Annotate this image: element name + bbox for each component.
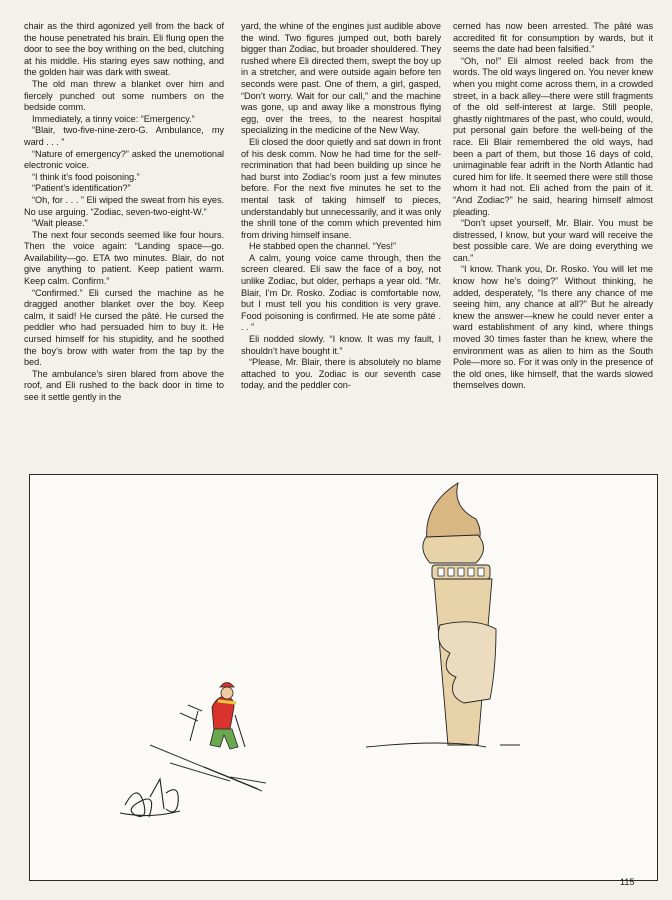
paragraph: The next four seconds seemed like four hours. Then the voice again: “Landing space—go. Availability—go. ETA two minutes. Blair, do not give anything to patient. Keep patient warm. Keep calm. Confirm.” — [24, 229, 224, 287]
paragraph: “Oh, no!” Eli almost reeled back from the words. The old ways lingered on. You never knew when you might come across them, in a crowded street, in a back alley—there were still fragments of the old self-interest at large. Still people, ghastly nightmares of the past, who could, would, put personal gain before the well-being of the race. Eli Blair remembered the old ways, had been a part of them, but those 16 days of cold, unimaginable fear adrift in the North Atlantic had cured him for life. It seemed there were still those whom it had not. Eli ached from the pain of it. “And Zodiac?” he said, hearing himself almost pleading. — [453, 55, 653, 217]
illustration-panel — [29, 474, 658, 881]
paragraph: Immediately, a tinny voice: “Emergency.” — [32, 113, 195, 124]
illustration-drawing — [30, 475, 657, 880]
paragraph: “Wait please.” — [32, 218, 88, 229]
page-number: 115 — [620, 877, 635, 887]
paragraph: chair as the third agonized yell from the back of the house penetrated his brain. Eli flung open the door to see the boy writhing on the bed, clutching at his middle. His staring eyes saw nothing, and the golden hair was dark with sweat. — [24, 21, 224, 78]
paragraph: “Patient’s identification?” — [32, 183, 131, 194]
paragraph: Eli closed the door quietly and sat down in front of his desk comm. Now he had time for the self-recrimination that had been building up since he had burst into Zodiac’s room just a few minutes before. For the next five minutes he set to the mental task of taking himself to pieces, understandably but unnecessarily, and it was only the shrill tone of the comm which prevented him from driving himself insane. — [241, 136, 441, 240]
text-column-2 — [241, 21, 441, 392]
paragraph: “Please, Mr. Blair, there is absolutely no blame attached to you. Zodiac is our seventh case today, and the peddler con- — [241, 357, 441, 391]
paragraph: “I think it’s food poisoning.” — [32, 171, 140, 182]
artist-signature — [120, 779, 180, 817]
paragraph: Eli nodded slowly. “I know. It was my fault, I shouldn’t have bought it.” — [241, 334, 441, 356]
paragraph: yard, the whine of the engines just audible above the wind. Two figures jumped out, both barely bigger than Zodiac, but broader shouldered. They rushed where Eli directed them, swept the boy up in a stretcher, and were outside again before ten seconds were past. One of them, a girl, gasped, “Don’t worry. Wait for our call,” and the machine was gone, up and away like a monstrous flying egg, over the trees, to the nearest hospital specializing in the medicine of the New Way. — [241, 21, 441, 136]
paragraph: cerned has now been arrested. The pâté was accredited fit for consumption by wards, but it seems the date had been falsified.” — [453, 21, 653, 55]
skier-figure — [190, 683, 258, 790]
paragraph: “I know. Thank you, Dr. Rosko. You will let me know how he’s doing?” Without thinking, he added, desperately, “Is there any chance of me seeing him, any chance at all?” But he already knew the answer—knew he could never enter a ward establishment of any kind, where things moved 30 times faster than he knew, where the environment was as alien to him as the South Pole—more so. For it was only in the presence of the old ones, like himself, that the wards slowed themselves down. — [453, 264, 653, 391]
text-column-1 — [24, 21, 224, 404]
paragraph: “Blair, two-five-nine-zero-G. Ambulance, my ward . . . ” — [24, 125, 224, 147]
paragraph: “Don’t upset yourself, Mr. Blair. You must be distressed, I know, but your ward will receive the best possible care. We are doing everything we can.” — [453, 218, 653, 263]
paragraph: “Oh, for . . . ” Eli wiped the sweat from his eyes. No use arguing. “Zodiac, seven-two-eight-W.” — [24, 194, 224, 217]
paragraph: The ambulance’s siren blared from above the roof, and Eli rushed to the back door in time to see it settle gently in the — [24, 368, 224, 402]
paragraph: “Confirmed.” Eli cursed the machine as he dragged another blanket over the boy. Keep calm, it said! He cursed the pâté. He cursed the peddler who had persuaded him to buy it. He cursed himself for his stupidity, and he soothed the boy’s brow with water from the tap by the bed. — [24, 287, 224, 368]
paragraph: A calm, young voice came through, then the screen cleared. Eli saw the face of a boy, not unlike Zodiac, but older, perhaps a year old. “Mr. Blair, I’m Dr. Rosko. Zodiac is comfortable now, but I must tell you his condition is very grave. Food poisoning is confirmed. He ate some pâté . . . ” — [241, 252, 441, 333]
torch-in-hand — [366, 483, 520, 747]
paragraph: “Nature of emergency?” asked the unemotional electronic voice. — [24, 148, 224, 171]
paragraph: He stabbed open the channel. “Yes!” — [249, 241, 397, 252]
paragraph: The old man threw a blanket over him and fiercely punched out some numbers on the bedside comm. — [24, 78, 224, 113]
text-column-3 — [453, 21, 653, 392]
snow-slope — [150, 705, 266, 791]
